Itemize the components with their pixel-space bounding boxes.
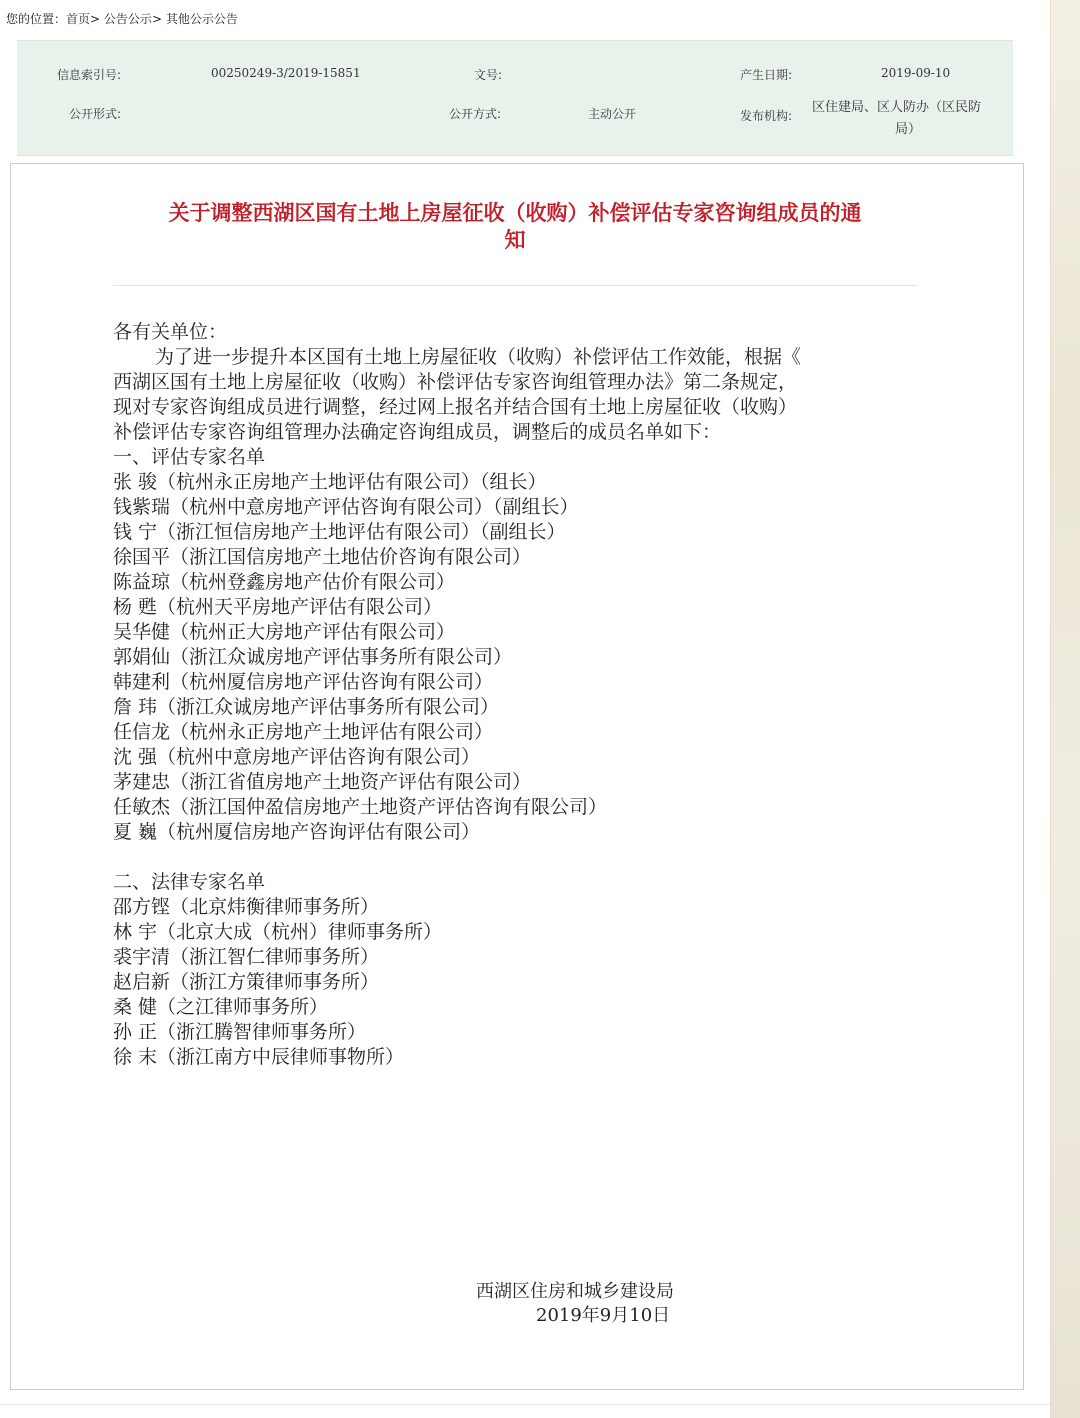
section-heading-lawyers: 二、法律专家名单 <box>113 871 266 893</box>
appraiser-list-item: 杨 甦（杭州天平房地产评估有限公司） <box>113 596 443 618</box>
lawyer-list-item: 孙 正（浙江腾智律师事务所） <box>113 1021 367 1043</box>
disclosure-method-label: 公开方式: <box>449 107 502 121</box>
notice-body <box>113 320 913 1070</box>
disclosure-method-value: 主动公开 <box>588 107 637 121</box>
appraiser-list-item: 任信龙（杭州永正房地产土地评估有限公司） <box>113 721 494 743</box>
breadcrumb-prefix: 您的位置： <box>6 12 67 26</box>
publisher-label: 发布机构: <box>740 109 793 123</box>
page-bottom-divider <box>0 1404 1050 1405</box>
index-number-label: 信息索引号: <box>57 68 122 82</box>
notice-title-line1: 关于调整西湖区国有土地上房屋征收（收购）补偿评估专家咨询组成员的通 <box>168 201 862 225</box>
appraiser-list-item: 茅建忠（浙江省值房地产土地资产评估有限公司） <box>113 771 532 793</box>
creation-date-label: 产生日期: <box>740 68 793 82</box>
issuing-organization: 西湖区住房和城乡建设局 <box>476 1281 674 1302</box>
notice-title <box>104 200 926 254</box>
appraiser-list-item: 吴华健（杭州正大房地产评估有限公司） <box>113 621 456 643</box>
lawyer-list-item: 林 宇（北京大成（杭州）律师事务所） <box>113 921 443 943</box>
appraiser-list-item: 郭娟仙（浙江众诚房地产评估事务所有限公司） <box>113 646 513 668</box>
appraiser-list-item: 韩建利（杭州厦信房地产评估咨询有限公司） <box>113 671 494 693</box>
breadcrumb-separator: > <box>90 12 101 26</box>
spacer <box>113 845 913 870</box>
breadcrumb-home-link[interactable]: 首页 <box>66 12 91 26</box>
appraiser-list-item: 詹 玮（浙江众诚房地产评估事务所有限公司） <box>113 696 500 718</box>
paragraph-line: 补偿评估专家咨询组管理办法确定咨询组成员，调整后的成员名单如下： <box>113 421 722 443</box>
salutation: 各有关单位： <box>113 321 228 343</box>
title-divider <box>113 285 917 286</box>
issue-date: 2019年9月10日 <box>536 1305 671 1326</box>
lawyer-list-item: 邵方铿（北京炜衡律师事务所） <box>113 896 380 918</box>
disclosure-form-label: 公开形式: <box>69 107 122 121</box>
appraiser-list-item: 沈 强（杭州中意房地产评估咨询有限公司） <box>113 746 481 768</box>
breadcrumb <box>6 10 238 27</box>
right-decorative-edge <box>1050 0 1080 1418</box>
publisher-value-line1: 区住建局、区人防办（区民防 <box>812 100 982 115</box>
index-number-value: 00250249-3/2019-15851 <box>211 66 361 80</box>
creation-date-value: 2019-09-10 <box>881 66 951 80</box>
signature-block <box>476 1280 674 1328</box>
appraiser-list-item: 张 骏（杭州永正房地产土地评估有限公司）（组长） <box>113 471 547 493</box>
document-number-label: 文号: <box>474 68 503 82</box>
section-heading-appraisers: 一、评估专家名单 <box>113 446 266 468</box>
lawyer-list-item: 桑 健（之江律师事务所） <box>113 996 329 1018</box>
lawyer-list-item: 赵启新（浙江方策律师事务所） <box>113 971 380 993</box>
notice-title-line2: 知 <box>504 228 526 252</box>
breadcrumb-category-link[interactable]: 公告公示 <box>103 12 152 26</box>
appraiser-list-item: 夏 巍（杭州厦信房地产咨询评估有限公司） <box>113 821 481 843</box>
breadcrumb-separator: > <box>151 12 162 26</box>
appraiser-list-item: 任敏杰（浙江国仲盈信房地产土地资产评估咨询有限公司） <box>113 796 608 818</box>
breadcrumb-current-link[interactable]: 其他公示公告 <box>165 12 238 26</box>
appraiser-list-item: 钱 宁（浙江恒信房地产土地评估有限公司）（副组长） <box>113 521 566 543</box>
paragraph-line: 为了进一步提升本区国有土地上房屋征收（收购）补偿评估工作效能，根据《 <box>155 346 802 368</box>
appraiser-list-item: 钱紫瑞（杭州中意房地产评估咨询有限公司）（副组长） <box>113 496 579 518</box>
paragraph-line: 现对专家咨询组成员进行调整，经过网上报名并结合国有土地上房屋征收（收购） <box>113 396 798 418</box>
appraiser-list-item: 徐国平（浙江国信房地产土地估价咨询有限公司） <box>113 546 532 568</box>
lawyer-list-item: 徐 末（浙江南方中辰律师事物所） <box>113 1046 405 1068</box>
document-info-panel <box>17 40 1013 156</box>
appraiser-list-item: 陈益琼（杭州登鑫房地产估价有限公司） <box>113 571 456 593</box>
paragraph-line: 西湖区国有土地上房屋征收（收购）补偿评估专家咨询组管理办法》第二条规定， <box>113 371 798 393</box>
publisher-value-line2: 局） <box>895 122 922 137</box>
lawyer-list-item: 裘宇清（浙江智仁律师事务所） <box>113 946 380 968</box>
